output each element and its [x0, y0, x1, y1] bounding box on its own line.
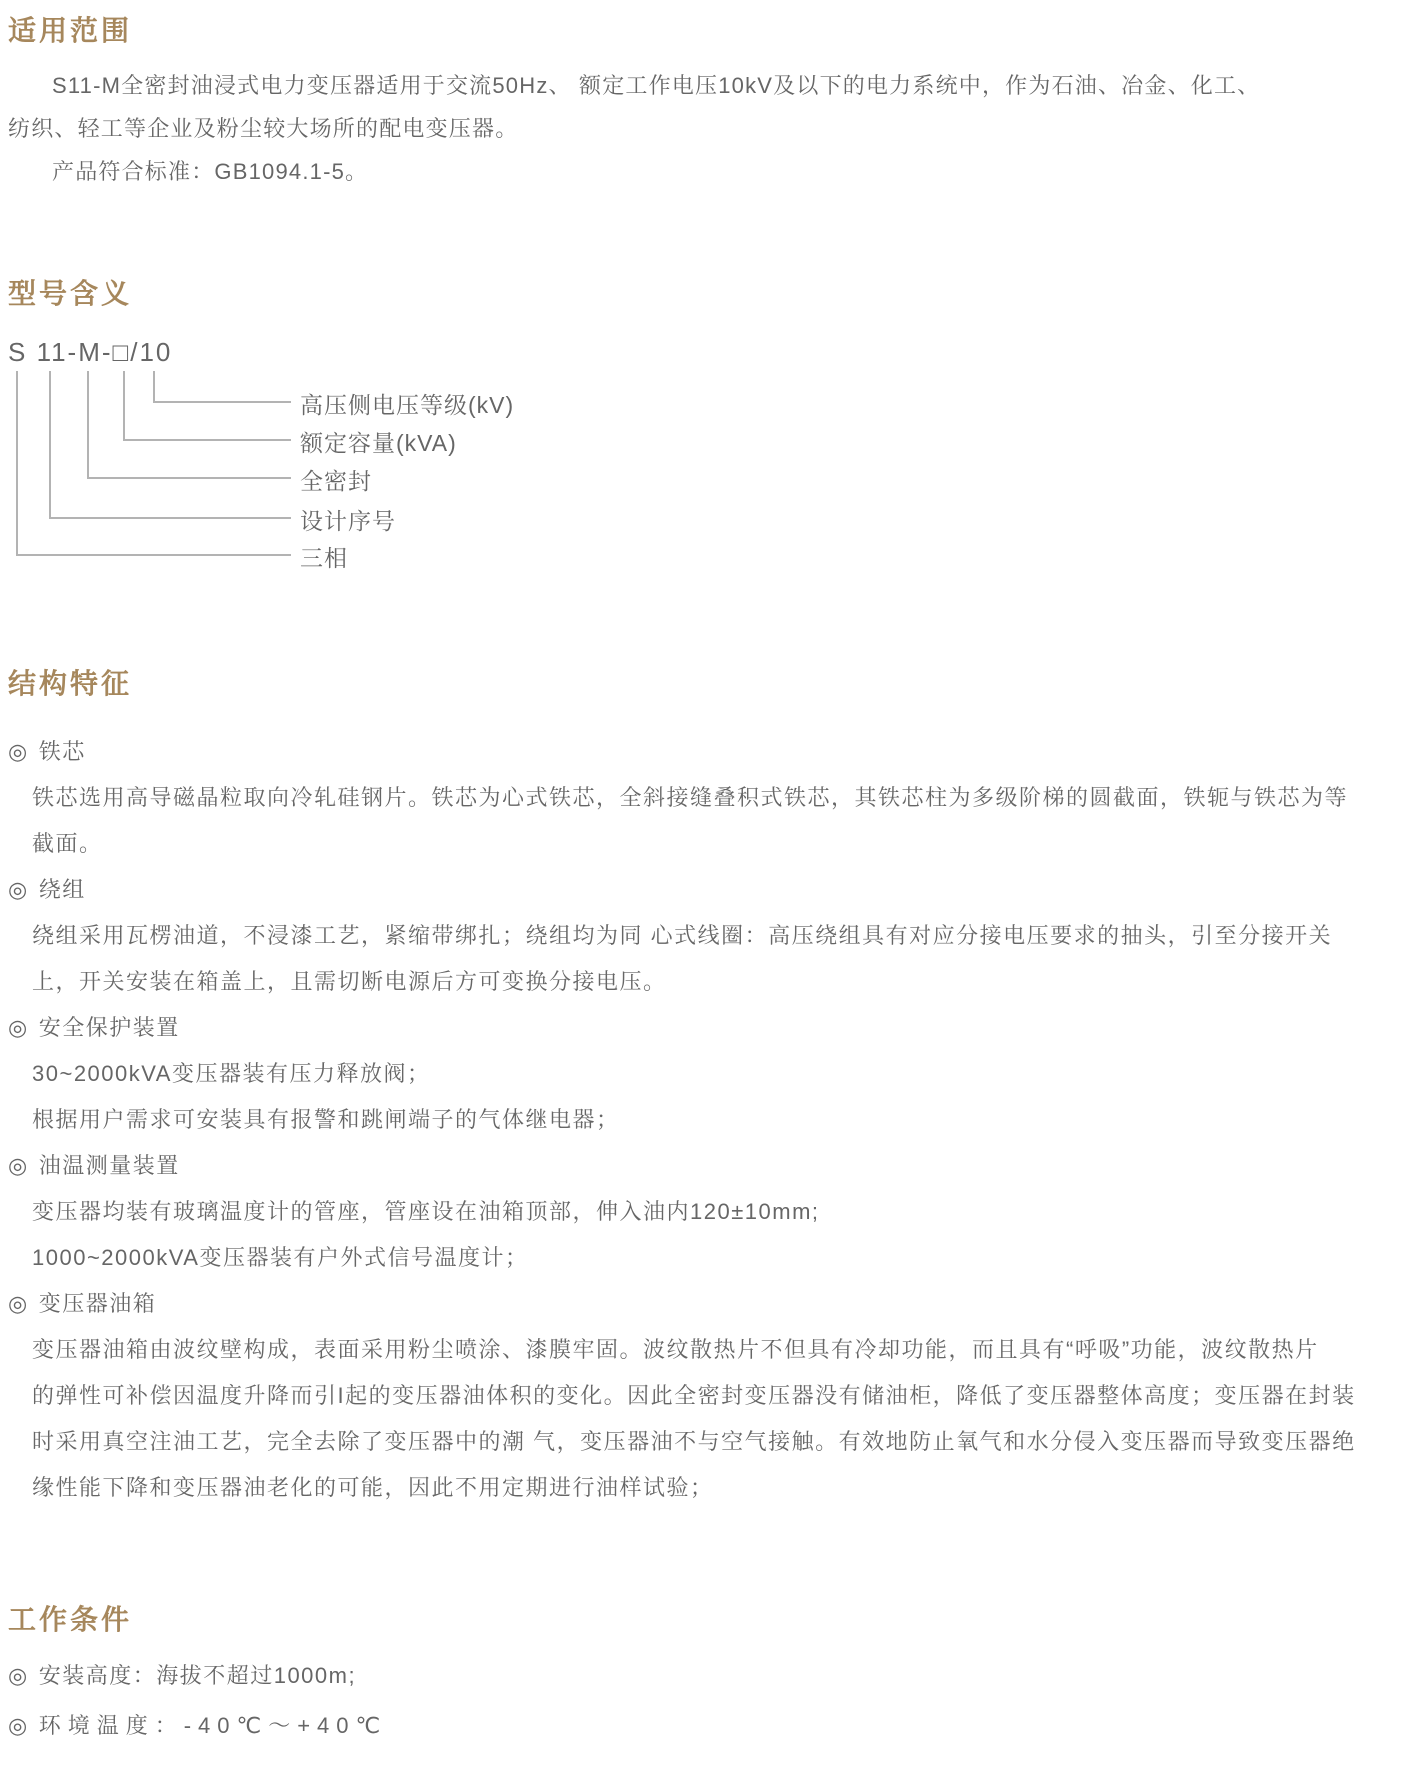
feature-item-core — [8, 729, 1394, 867]
bullet-icon: ◎ — [8, 877, 29, 902]
condition-altitude — [8, 1651, 1394, 1701]
connector-line — [123, 439, 291, 441]
condition-text: 环境温度：-40℃～+40℃ — [38, 1713, 388, 1738]
feature-item-tank — [8, 1281, 1394, 1511]
bullet-icon: ◎ — [8, 1291, 29, 1316]
condition-items — [8, 1651, 1394, 1751]
section-conditions — [8, 1603, 1394, 1751]
section-heading-conditions: 工作条件 — [8, 1604, 133, 1635]
section-heading-scope: 适用范围 — [8, 15, 133, 46]
connector-line — [87, 371, 89, 477]
connector-line — [16, 371, 18, 554]
model-diagram — [8, 337, 1394, 589]
bullet-icon: ◎ — [8, 1713, 29, 1738]
model-label-fully-sealed: 全密封 — [300, 468, 372, 494]
scope-line: 纺织、轻工等企业及粉尘较大场所的配电变压器。 — [8, 116, 519, 141]
feature-item-text: 的弹性可补偿因温度升降而引I起的变压器油体积的变化。因此全密封变压器没有储油柜，降低了变压器整体高度；变压器在封装 — [32, 1383, 1356, 1408]
connector-line — [49, 517, 291, 519]
scope-line: S11-M全密封油浸式电力变压器适用于交流50Hz、 额定工作电压10kV及以下的电力系统中，作为石油、冶金、化工、 — [52, 73, 1261, 98]
feature-item-title: 铁芯 — [38, 739, 86, 764]
feature-item-text: 截面。 — [32, 831, 103, 856]
bullet-icon: ◎ — [8, 1015, 29, 1040]
feature-item-safety — [8, 1005, 1394, 1143]
feature-item-text: 根据用户需求可安装具有报警和跳闸端子的气体继电器； — [32, 1107, 620, 1132]
model-label-rated-capacity: 额定容量(kVA) — [300, 430, 457, 456]
scope-line: 产品符合标准：GB1094.1-5。 — [52, 159, 369, 184]
feature-item-text: 时采用真空注油工艺，完全去除了变压器中的潮 气，变压器油不与空气接触。有效地防止氧气和水分侵入变压器而导致变压器绝 — [32, 1429, 1356, 1454]
bullet-icon: ◎ — [8, 1663, 29, 1688]
connector-line — [49, 371, 51, 517]
feature-item-title: 安全保护装置 — [38, 1015, 180, 1040]
feature-item-title: 绕组 — [38, 877, 86, 902]
connector-line — [123, 371, 125, 439]
feature-item-text: 变压器均装有玻璃温度计的管座，管座设在油箱顶部，伸入油内120±10mm; — [32, 1199, 820, 1224]
section-model — [8, 277, 1394, 589]
feature-item-winding — [8, 867, 1394, 1005]
feature-item-title: 油温测量装置 — [38, 1153, 180, 1178]
bullet-icon: ◎ — [8, 1153, 29, 1178]
model-label-three-phase: 三相 — [300, 545, 348, 571]
condition-ambient-temp — [8, 1701, 1394, 1751]
section-heading-model: 型号含义 — [8, 278, 133, 309]
section-structure — [8, 667, 1394, 1511]
model-label-design-serial: 设计序号 — [300, 508, 396, 534]
feature-item-text: 1000~2000kVA变压器装有户外式信号温度计； — [32, 1245, 529, 1270]
connector-line — [153, 371, 155, 401]
feature-item-oil-temp — [8, 1143, 1394, 1281]
connector-line — [153, 401, 291, 403]
feature-item-text: 上，开关安装在箱盖上，且需切断电源后方可变换分接电压。 — [32, 969, 667, 994]
section-scope — [8, 14, 1394, 193]
scope-paragraph — [8, 64, 1394, 193]
feature-item-text: 铁芯选用高导磁晶粒取向冷轧硅钢片。铁芯为心式铁芯，全斜接缝叠积式铁芯，其铁芯柱为多级阶梯的圆截面，铁轭与铁芯为等 — [32, 785, 1349, 810]
feature-item-text: 30~2000kVA变压器装有压力释放阀； — [32, 1061, 431, 1086]
section-heading-structure: 结构特征 — [8, 668, 133, 699]
feature-items — [8, 729, 1394, 1511]
connector-line — [16, 554, 291, 556]
feature-item-text: 绕组采用瓦楞油道，不浸漆工艺，紧缩带绑扎；绕组均为同 心式线圈：高压绕组具有对应分接电压要求的抽头，引至分接开关 — [32, 923, 1333, 948]
feature-item-title: 变压器油箱 — [38, 1291, 157, 1316]
condition-text: 安装高度：海拔不超过1000m; — [38, 1663, 357, 1688]
bullet-icon: ◎ — [8, 739, 29, 764]
feature-item-text: 变压器油箱由波纹壁构成，表面采用粉尘喷涂、漆膜牢固。波纹散热片不但具有冷却功能，而且具有“呼吸”功能，波纹散热片 — [32, 1337, 1319, 1362]
connector-line — [87, 477, 291, 479]
feature-item-text: 缘性能下降和变压器油老化的可能，因此不用定期进行油样试验； — [32, 1475, 714, 1500]
model-label-hv-voltage: 高压侧电压等级(kV) — [300, 392, 515, 418]
model-code: S 11-M-□/10 — [8, 337, 173, 367]
